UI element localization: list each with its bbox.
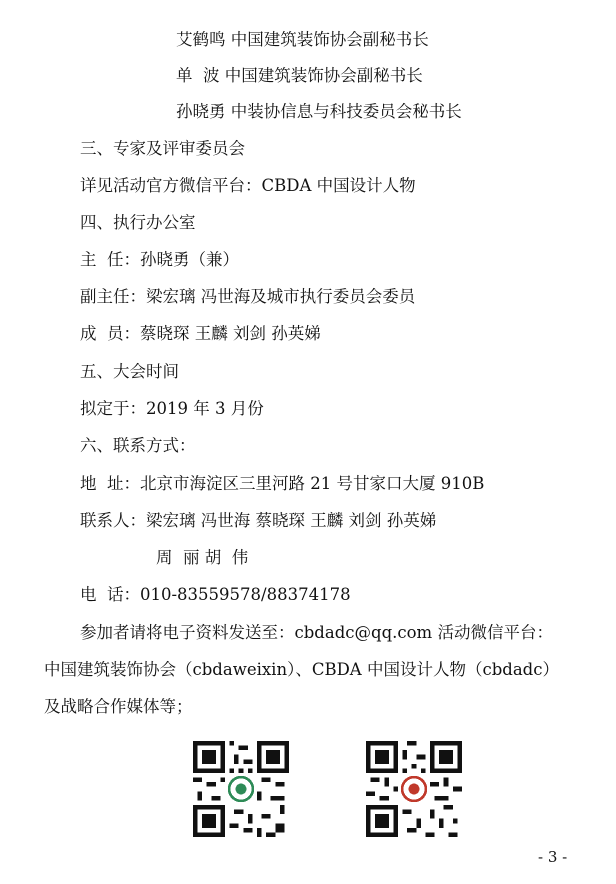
section-heading: 三、专家及评审委员会 <box>80 139 245 158</box>
text-line: 单 波 中国建筑装饰协会副秘书长 <box>176 66 423 85</box>
page-number: - 3 - <box>538 848 568 866</box>
address-line: 地 址：北京市海淀区三里河路 21 号甘家口大厦 910B <box>80 474 485 493</box>
text-line: 孙晓勇 中装协信息与科技委员会秘书长 <box>176 102 462 121</box>
text-line: 及战略合作媒体等； <box>44 697 193 716</box>
text-line: 详见活动官方微信平台：CBDA 中国设计人物 <box>80 176 416 195</box>
email-line: 参加者请将电子资料发送至：cbdadc@qq.com 活动微信平台： <box>80 623 553 642</box>
phone-line: 电 话：010-83559578/88374178 <box>80 585 351 604</box>
section-heading: 六、联系方式： <box>80 436 196 455</box>
text-line: 中国建筑装饰协会（cbdaweixin）、CBDA 中国设计人物（cbdadc） <box>44 660 559 679</box>
section-heading: 五、大会时间 <box>80 362 179 381</box>
section-heading: 四、执行办公室 <box>80 213 196 232</box>
text-line: 艾鹤鸣 中国建筑装饰协会副秘书长 <box>176 30 429 49</box>
qr-code-cbdadc-icon <box>366 741 462 837</box>
text-line: 成 员：蔡晓琛 王麟 刘剑 孙英娣 <box>80 324 321 343</box>
text-line: 拟定于：2019 年 3 月份 <box>80 399 264 418</box>
contacts-line: 周 丽 胡 伟 <box>156 548 249 567</box>
qr-code-cbda-icon <box>193 741 289 837</box>
text-line: 主 任：孙晓勇（兼） <box>80 250 239 269</box>
text-line: 副主任：梁宏璃 冯世海及城市执行委员会委员 <box>80 287 416 306</box>
contacts-line: 联系人：梁宏璃 冯世海 蔡晓琛 王麟 刘剑 孙英娣 <box>80 511 437 530</box>
